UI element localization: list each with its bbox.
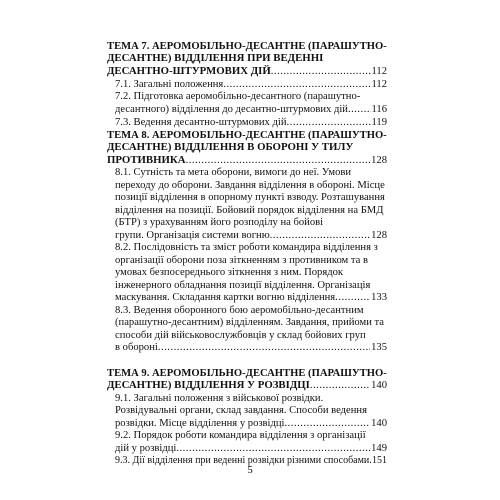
toc-entry-line: 8.3. Ведення оборонного бою аеромобільно-десантним (115, 305, 364, 316)
toc-entry-line: 8.2. Послідовність та зміст роботи командира відділення з (115, 242, 378, 253)
section-heading-last-line: ПРОТИВНИКА ..... 128 (107, 154, 387, 167)
toc-entry-line: способи дій військовослужбовців у склад бойових груп (115, 330, 366, 341)
toc-entry[interactable]: маскування. Складання картки вогню відділення ..... 133 (115, 291, 387, 304)
toc-entry[interactable]: розвідки. Місце відділення у розвідці ..... 140 (115, 417, 387, 430)
page-ref: 149 (371, 443, 387, 454)
toc-entry-line: організації оборони поза зіткненням з противником та в (115, 255, 369, 266)
toc-entry-line: Розвідувальні органи, склад завдання. Способи ведення (115, 405, 367, 416)
toc-entry[interactable]: 7.3. Ведення десантно-штурмових дій ..... 119 (115, 116, 387, 129)
section-heading-last-line: ДЕСАНТНО-ШТУРМОВИХ ДІЙ ..... 112 (107, 65, 387, 78)
toc-entry-line: (парашутно-десантним) відділенням. Завдання, прийоми та (115, 317, 384, 328)
section-heading-line: ДЕСАНТНЕ) ВІДДІЛЕННЯ В ОБОРОНІ У ТИЛУ (107, 141, 354, 153)
toc-entry[interactable]: десантного) відділення до десантно-штурмових дій ..... 116 (115, 103, 387, 116)
section-heading-line: ТЕМА 9. АЕРОМОБІЛЬНО-ДЕСАНТНЕ (ПАРАШУТНО- (107, 368, 387, 379)
page-ref: 112 (371, 66, 387, 77)
toc-entry-line: 9.1. Загальні положення з військової розвідки. (115, 393, 324, 404)
toc-entry[interactable]: групи. Організація системи вогню ..... 128 (115, 229, 387, 242)
toc-entry-line: 7.2. Підготовка аеромобільно-десантного (парашутно- (115, 91, 361, 102)
toc-entry[interactable]: дій у розвідці ..... 149 (115, 442, 387, 455)
page-ref: 128 (371, 155, 387, 166)
page-ref: 112 (371, 79, 387, 90)
page-ref: 151 (372, 455, 387, 466)
page-ref: 140 (371, 418, 387, 429)
toc-entry-line: переходу до оборони. Завдання відділення в обороні. Місце (115, 180, 385, 191)
toc-entry[interactable]: 7.1. Загальні положення ..... 112 (115, 78, 387, 91)
section-heading-line: ДЕСАНТНЕ) ВІДДІЛЕННЯ ПРИ ВЕДЕННІ (107, 52, 324, 64)
toc-entry-line: інженерного обладнання позиції відділення. Організація (115, 280, 371, 291)
page-ref: 119 (371, 117, 387, 128)
page-ref: 140 (371, 380, 387, 391)
page-number: 5 (247, 464, 253, 476)
section-heading-last-line: ДЕСАНТНЕ) ВІДДІЛЕННЯ У РОЗВІДЦІ ..... 140 (107, 379, 387, 392)
section-heading-line: ТЕМА 7. АЕРОМОБІЛЬНО-ДЕСАНТНЕ (ПАРАШУТНО- (107, 41, 387, 52)
page-ref: 133 (371, 292, 387, 303)
page-ref: 116 (371, 104, 387, 115)
toc-entry-line: відділення на позиції. Бойовий порядок відділення на БМД (115, 205, 384, 216)
toc-entry-line: позиції відділення в опорному пункті взводу. Розташування (115, 192, 385, 203)
page-ref: 128 (371, 230, 387, 241)
toc-entry[interactable]: в обороні ..... 135 (115, 341, 387, 354)
page-ref: 135 (371, 342, 387, 353)
toc-entry-line: 9.2. Порядок роботи командира відділення з організації (115, 430, 366, 441)
toc-entry-line: умовах безпосереднього зіткнення з ним. Порядок (115, 267, 344, 278)
toc-entry-line: 8.1. Сутність та мета оборони, вимоги до неї. Умови (115, 167, 352, 178)
toc-entry-line: (БТР) з урахуванням його розподілу на бойові (115, 217, 324, 228)
toc-entry[interactable]: 9.3. Дії відділення при веденні розвідки різними способами ..... 151 (115, 454, 387, 467)
section-heading-line: ТЕМА 8. АЕРОМОБІЛЬНО-ДЕСАНТНЕ (ПАРАШУТНО- (107, 130, 387, 141)
